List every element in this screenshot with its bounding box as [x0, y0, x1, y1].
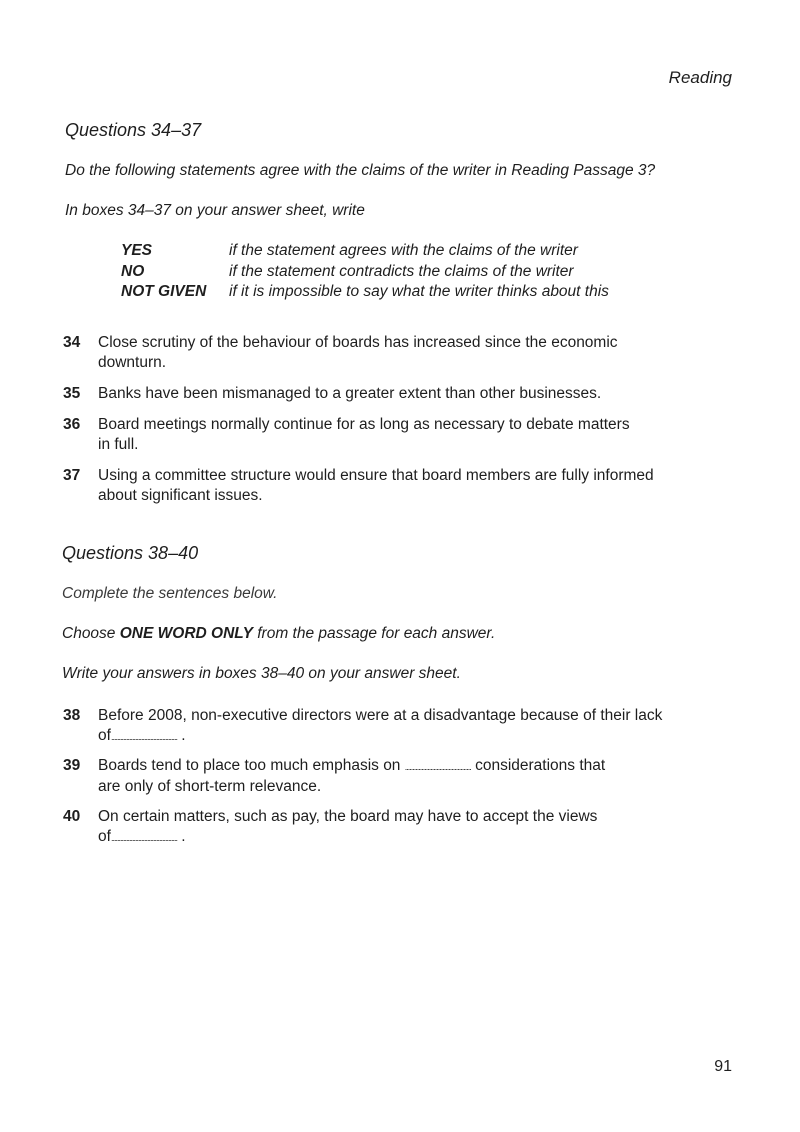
question-line: considerations that	[470, 757, 606, 774]
question-text	[98, 333, 723, 373]
question-line: Before 2008, non-executive directors were at a disadvantage because of their lack	[98, 707, 663, 724]
question-line: Board meetings normally continue for as long as necessary to debate matters	[98, 416, 630, 433]
question-item	[63, 415, 723, 455]
question-line: Boards tend to place too much emphasis on	[98, 757, 405, 774]
question-item	[63, 466, 723, 506]
legend-key: NOT GIVEN	[121, 283, 207, 300]
question-item	[63, 384, 723, 404]
instruction-agree-statements: Do the following statements agree with the claims of the writer in Reading Passage 3?	[65, 162, 656, 179]
question-line: .	[176, 727, 186, 744]
legend-desc: if the statement contradicts the claims of the writer	[229, 262, 574, 280]
answer-blank[interactable]: ............................................	[404, 762, 471, 772]
questions-34-37-title: Questions 34–37	[65, 120, 202, 140]
question-line: of	[98, 727, 111, 744]
legend-desc: if it is impossible to say what the writer thinks about this	[229, 283, 609, 300]
legend-key: YES	[121, 242, 153, 259]
instruction-one-word-only	[62, 625, 495, 643]
question-line: in full.	[98, 436, 139, 453]
question-text	[98, 706, 723, 747]
instruction-complete-sentences: Complete the sentences below.	[62, 585, 278, 602]
question-number: 39	[63, 757, 81, 774]
question-item	[63, 756, 723, 797]
question-line: Close scrutiny of the behaviour of boards has increased since the economic	[98, 334, 618, 351]
answer-blank[interactable]: ............................................	[110, 732, 177, 742]
question-line: about significant issues.	[98, 487, 263, 504]
instruction-answer-boxes: In boxes 34–37 on your answer sheet, write	[65, 202, 365, 219]
question-text: Banks have been mismanaged to a greater extent than other businesses.	[98, 385, 602, 402]
question-line: .	[176, 828, 186, 845]
question-number: 38	[63, 707, 81, 724]
section-header: Reading	[668, 68, 732, 87]
question-number: 35	[63, 385, 81, 402]
question-text	[98, 466, 723, 506]
instruction-emphasis: ONE WORD ONLY	[119, 625, 253, 642]
question-text	[98, 807, 723, 848]
instruction-text: Choose	[62, 625, 120, 642]
question-number: 36	[63, 416, 81, 433]
page-number: 91	[714, 1058, 732, 1075]
question-line: Using a committee structure would ensure that board members are fully informed	[98, 467, 654, 484]
question-line: of	[98, 828, 111, 845]
answer-blank[interactable]: ............................................	[110, 833, 177, 843]
question-line: downturn.	[98, 354, 167, 371]
question-text	[98, 415, 723, 455]
question-number: 40	[63, 808, 81, 825]
instruction-text: from the passage for each answer.	[252, 625, 496, 642]
question-item	[63, 706, 723, 747]
legend-row-not-given	[121, 282, 609, 303]
answer-key-legend	[121, 241, 609, 303]
question-number: 34	[63, 334, 81, 351]
legend-key: NO	[121, 262, 145, 280]
question-item	[63, 333, 723, 373]
legend-row-no	[121, 262, 609, 283]
question-item	[63, 807, 723, 848]
instruction-write-answers: Write your answers in boxes 38–40 on your answer sheet.	[62, 665, 461, 682]
questions-38-40-title: Questions 38–40	[62, 543, 199, 563]
question-line: are only of short-term relevance.	[98, 778, 322, 795]
question-text	[98, 756, 723, 797]
legend-row-yes	[121, 241, 609, 262]
question-line: On certain matters, such as pay, the board may have to accept the views	[98, 808, 598, 825]
legend-desc: if the statement agrees with the claims of the writer	[229, 242, 578, 259]
question-number: 37	[63, 467, 81, 484]
